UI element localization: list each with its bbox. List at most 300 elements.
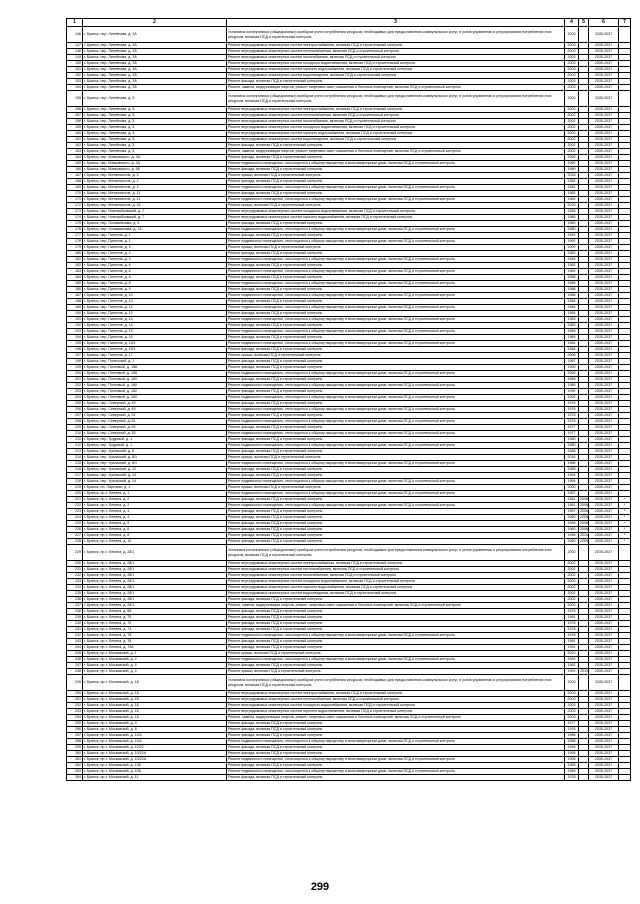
- row-address-cell: г. Брянск, пр-т. Ленина, д. 28/1: [83, 573, 227, 579]
- row-year-cell: 1986: [565, 293, 579, 299]
- row-number-cell: 224: [67, 515, 83, 521]
- row-period-cell: 2035-2037: [589, 757, 619, 763]
- row-work-cell: Ремонт, замена, модернизация лифтов, ремонт лифтовых шахт, машинных и блочных помещений, включая ПСД и строительный контроль: [227, 715, 565, 721]
- row-year-cell: 2002: [565, 545, 579, 561]
- row-year-cell: 2009: [565, 245, 579, 251]
- row-period-cell: 2035-2037: [589, 191, 619, 197]
- row-number-cell: 159: [67, 125, 83, 131]
- row-period-cell: 2035-2037: [589, 591, 619, 597]
- row-period-cell: 2035-2037: [589, 131, 619, 137]
- row-period-cell: 2035-2037: [589, 527, 619, 533]
- row-period-cell: 2035-2037: [589, 545, 619, 561]
- row-period-cell: 2035-2037: [589, 727, 619, 733]
- row-number-cell: 162: [67, 143, 83, 149]
- row-period-cell: 2035-2037: [589, 239, 619, 245]
- row-year-cell: 1989: [565, 335, 579, 341]
- row-number-cell: 238: [67, 609, 83, 615]
- row-period-cell: 2035-2037: [589, 161, 619, 167]
- row-work-cell: Ремонт фасада, включая ПСД и строительный контроль: [227, 515, 565, 521]
- row-address-cell: г. Брянск, пр-т. Ленина, д. 28/1: [83, 545, 227, 561]
- row-address-cell: г. Брянск, пер. Литейнова, д. 3А: [83, 27, 227, 43]
- row-address-cell: г. Брянск, пр-т. Ленина, д. 74: [83, 627, 227, 633]
- row-address-cell: г. Брянск, пер. Пилотов, д. 4: [83, 257, 227, 263]
- row-year-cell: 1976: [565, 727, 579, 733]
- row-address-cell: г. Брянск, пер. Металлистов, д. 3: [83, 173, 227, 179]
- row-number-cell: 210: [67, 431, 83, 437]
- row-year-cell: 2003: [565, 61, 579, 67]
- row-period-cell: 2035-2037: [589, 485, 619, 491]
- row-number-cell: 201: [67, 377, 83, 383]
- row-number-cell: 202: [67, 383, 83, 389]
- row-work-cell: Ремонт внутридомовых инженерных систем теплоснабжения, включая ПСД и строительный контроль: [227, 697, 565, 703]
- row-address-cell: г. Брянск, пер. Северный, д. 49: [83, 407, 227, 413]
- table-row: [67, 91, 631, 107]
- row-year-cell: 1986: [565, 281, 579, 287]
- row-number-cell: 208: [67, 419, 83, 425]
- row-work-cell: Ремонт внутридомовых инженерных систем горячего водоснабжения, включая ПСД и строительный контроль: [227, 709, 565, 715]
- row-number-cell: 253: [67, 709, 83, 715]
- row-note-cell: [619, 675, 631, 691]
- row-period-cell: 2035-2037: [589, 269, 619, 275]
- row-year-cell: 1977: [565, 721, 579, 727]
- row-year2-cell: 2006: [580, 497, 588, 502]
- row-year-cell: 1986: [565, 449, 579, 455]
- row-period-cell: 2035-2037: [589, 443, 619, 449]
- row-address-cell: г. Брянск, пер. Трудовой, д. 1: [83, 443, 227, 449]
- row-address-cell: г. Брянск, пер. Литейнова, д. 5: [83, 149, 227, 155]
- row-year2-cell: [579, 91, 589, 107]
- row-work-cell: Установка коллективных (общедомовых) приборов учета потребления ресурсов, необходимых для предоставления коммунальных услуг, и узлов управления и регулирования потребления этих ресурсов, включая ПСД и строительный контроль: [227, 675, 565, 691]
- row-period-cell: 2035-2037: [589, 479, 619, 485]
- row-number-cell: 174: [67, 215, 83, 221]
- row-work-cell: Ремонт фасада, включая ПСД и строительный контроль: [227, 335, 565, 341]
- row-number-cell: 257: [67, 733, 83, 739]
- row-year-cell: 1983: [565, 251, 579, 257]
- row-address-cell: г. Брянск, пер. Пилотов, д. 1: [83, 239, 227, 245]
- row-number-cell: 191: [67, 317, 83, 323]
- row-number-cell: 199: [67, 365, 83, 371]
- row-number-cell: 234: [67, 585, 83, 591]
- row-year-cell: 2002: [565, 603, 579, 609]
- row-address-cell: г. Брянск, пр-т. Московский, д. 10/22: [83, 745, 227, 751]
- row-year-cell: 1992: [565, 669, 579, 675]
- row-number-cell: 178: [67, 239, 83, 245]
- row-number-cell: 240: [67, 621, 83, 627]
- row-year-cell: 1980: [565, 437, 579, 443]
- row-year-cell: 2002: [565, 149, 579, 155]
- row-number-cell: 150: [67, 61, 83, 67]
- row-address-cell: г. Брянск, пр-т. Московский, д. 10/22А: [83, 751, 227, 757]
- row-year-cell: 2015: [565, 203, 579, 209]
- row-number-cell: 188: [67, 299, 83, 305]
- row-address-cell: г. Брянск, пер. Осоавиахима, д. 7А: [83, 227, 227, 233]
- row-year-cell: 2002: [565, 143, 579, 149]
- row-year-cell: 2003: [565, 79, 579, 85]
- header-col-year-built: 4: [565, 19, 579, 27]
- row-period-cell: 2035-2037: [589, 739, 619, 745]
- row-year-cell: 2002: [565, 131, 579, 137]
- row-number-cell: 228: [67, 539, 83, 545]
- row-address-cell: г. Брянск, пер. Новозыбковский, д. 7: [83, 215, 227, 221]
- row-work-cell: Ремонт, замена, модернизация лифтов, ремонт лифтовых шахт, машинных и блочных помещений, включая ПСД и строительный контроль: [227, 149, 565, 155]
- row-period-cell: 2035-2037: [589, 751, 619, 757]
- row-year-cell: 1990: [565, 365, 579, 371]
- row-work-cell: Ремонт фасада, включая ПСД и строительный контроль: [227, 275, 565, 281]
- row-work-cell: Ремонт фасада, включая ПСД и строительный контроль: [227, 299, 565, 305]
- row-number-cell: 218: [67, 479, 83, 485]
- row-address-cell: г. Брянск, пр-т. Ленина, д. 78: [83, 639, 227, 645]
- row-address-cell: г. Брянск, пр-т. Ленина, д. 72: [83, 621, 227, 627]
- table-row: [67, 27, 631, 43]
- row-address-cell: г. Брянск, пр-т. Ленина, д. 3: [83, 509, 227, 515]
- row-number-cell: 195: [67, 341, 83, 347]
- row-number-cell: 245: [67, 651, 83, 657]
- row-work-cell: Ремонт фасада, включая ПСД и строительный контроль: [227, 609, 565, 615]
- row-work-cell: Ремонт внутридомовых инженерных систем электроснабжения, включая ПСД и строительный контроль: [227, 107, 565, 113]
- row-period-cell: 2035-2037: [589, 609, 619, 615]
- row-year-cell: 1989: [565, 377, 579, 383]
- row-address-cell: г. Брянск, пер. Литейнова, д. 3А: [83, 73, 227, 79]
- row-work-cell: Ремонт внутридомовых инженерных систем теплоснабжения, включая ПСД и строительный контроль: [227, 49, 565, 55]
- row-period-cell: 2035-2037: [589, 389, 619, 395]
- row-number-cell: 196: [67, 347, 83, 353]
- row-number-cell: 149: [67, 55, 83, 61]
- row-work-cell: Ремонт внутридомовых инженерных систем горячего водоснабжения, включая ПСД и строительный контроль: [227, 67, 565, 73]
- row-period-cell: 2035-2037: [589, 371, 619, 377]
- row-year-cell: 2002: [565, 567, 579, 573]
- row-year-cell: 1984: [565, 311, 579, 317]
- row-number-cell: 233: [67, 579, 83, 585]
- row-year-cell: 1985: [565, 209, 579, 215]
- row-year-cell: 1983: [565, 257, 579, 263]
- row-year2-cell: [579, 775, 589, 781]
- row-work-cell: Ремонт внутридомовых инженерных систем газоснабжения, включая ПСД и строительный контроль: [227, 55, 565, 61]
- row-work-cell: Ремонт подвального помещения, относящегося к общему имуществу в многоквартирном доме, включая ПСД и строительный контроль: [227, 503, 565, 509]
- row-work-cell: Ремонт фасада, включая ПСД и строительный контроль: [227, 79, 565, 85]
- row-address-cell: г. Брянск, пр-т. Московский, д. 1Б: [83, 691, 227, 697]
- row-work-cell: Ремонт, замена, модернизация лифтов, ремонт лифтовых шахт, машинных и блочных помещений, включая ПСД и строительный контроль: [227, 603, 565, 609]
- row-number-cell: 176: [67, 227, 83, 233]
- row-address-cell: г. Брянск, пр-т. Московский, д. 1Б: [83, 675, 227, 691]
- row-year-cell: 1992: [565, 395, 579, 401]
- row-note-cell: *: [619, 509, 631, 515]
- row-number-cell: 192: [67, 323, 83, 329]
- row-period-cell: 2035-2037: [589, 651, 619, 657]
- row-work-cell: Ремонт внутридомовых инженерных систем холодного водоснабжения, включая ПСД и строительный контроль: [227, 61, 565, 67]
- row-work-cell: Ремонт фасада, включая ПСД и строительный контроль: [227, 311, 565, 317]
- row-work-cell: Ремонт крыши, включая ПСД и строительный контроль: [227, 485, 565, 491]
- row-work-cell: Ремонт внутридомовых инженерных систем холодного водоснабжения, включая ПСД и строительный контроль: [227, 209, 565, 215]
- row-work-cell: Ремонт подвального помещения, относящегося к общему имуществу в многоквартирном доме, включая ПСД и строительный контроль: [227, 383, 565, 389]
- row-note-cell: *: [619, 533, 631, 539]
- row-work-cell: Ремонт внутридомовых инженерных систем водоотведения, включая ПСД и строительный контроль: [227, 591, 565, 597]
- row-note-cell: [619, 91, 631, 107]
- row-period-cell: 2035-2037: [589, 621, 619, 627]
- row-work-cell: Ремонт фасада, включая ПСД и строительный контроль: [227, 727, 565, 733]
- row-work-cell: Ремонт фасада, включая ПСД и строительный контроль: [227, 597, 565, 603]
- row-number-cell: 232: [67, 573, 83, 579]
- row-period-cell: 2035-2037: [589, 215, 619, 221]
- row-year-cell: 1960: [565, 527, 579, 533]
- row-number-cell: 264: [67, 775, 83, 781]
- row-note-cell: *: [619, 539, 631, 545]
- row-year-cell: 2002: [565, 91, 579, 107]
- row-period-cell: 2035-2037: [589, 185, 619, 191]
- row-year-cell: 1994: [565, 479, 579, 485]
- row-period-cell: 2035-2037: [589, 567, 619, 573]
- row-period-cell: 2035-2037: [589, 579, 619, 585]
- row-number-cell: 215: [67, 461, 83, 467]
- row-work-cell: Ремонт внутридомовых инженерных систем горячего водоснабжения, включая ПСД и строительный контроль: [227, 131, 565, 137]
- row-period-cell: 2035-2037: [589, 329, 619, 335]
- row-number-cell: 251: [67, 697, 83, 703]
- row-address-cell: г. Брянск, пер. Уральский, д. 8/1: [83, 461, 227, 467]
- row-period-cell: 2035-2037: [589, 633, 619, 639]
- row-year-cell: 2002: [565, 585, 579, 591]
- row-address-cell: г. Брянск, пер. Пилотов, д. 1: [83, 233, 227, 239]
- row-address-cell: г. Брянск, пер. Литейнова, д. 5: [83, 91, 227, 107]
- row-year-cell: 1980: [565, 227, 579, 233]
- row-work-cell: Ремонт фасада, включая ПСД и строительный контроль: [227, 473, 565, 479]
- row-year-cell: 1986: [565, 739, 579, 745]
- row-address-cell: г. Брянск, пер. Литейнова, д. 5: [83, 113, 227, 119]
- row-address-cell: г. Брянск, пер. Пилотов, д. 17: [83, 353, 227, 359]
- row-work-cell: Ремонт подвального помещения, относящегося к общему имуществу в многоквартирном доме, включая ПСД и строительный контроль: [227, 491, 565, 497]
- row-period-cell: 2035-2037: [589, 55, 619, 61]
- table-row: [67, 675, 631, 691]
- row-work-cell: Ремонт крыши, включая ПСД и строительный контроль: [227, 203, 565, 209]
- row-address-cell: г. Брянск, пер. Пилотов, д. 15: [83, 329, 227, 335]
- row-year-cell: 2016: [565, 173, 579, 179]
- row-work-cell: Ремонт крыши, включая ПСД и строительный контроль: [227, 173, 565, 179]
- row-year2-cell: 2006: [580, 509, 588, 514]
- row-period-cell: 2035-2037: [589, 431, 619, 437]
- row-year-cell: 2003: [565, 85, 579, 91]
- row-number-cell: 219: [67, 485, 83, 491]
- row-year-cell: 1986: [565, 275, 579, 281]
- row-period-cell: 2035-2037: [589, 573, 619, 579]
- row-address-cell: г. Брянск, пер. Литейнова, д. 5: [83, 125, 227, 131]
- row-year-cell: 1960: [565, 515, 579, 521]
- row-number-cell: 250: [67, 691, 83, 697]
- row-work-cell: Ремонт подвального помещения, относящегося к общему имуществу в многоквартирном доме, включая ПСД и строительный контроль: [227, 443, 565, 449]
- row-year-cell: 1977: [565, 425, 579, 431]
- row-work-cell: Ремонт фасада, включая ПСД и строительный контроль: [227, 533, 565, 539]
- row-year-cell: 1990: [565, 371, 579, 377]
- row-year-cell: 1978: [565, 775, 579, 781]
- row-number-cell: 183: [67, 269, 83, 275]
- row-address-cell: г. Брянск, пер. Пилотов, д. 14: [83, 323, 227, 329]
- row-number-cell: 185: [67, 281, 83, 287]
- row-address-cell: г. Брянск, пер. Почтовый, д. 162: [83, 395, 227, 401]
- row-period-cell: 2035-2037: [589, 27, 619, 43]
- row-year-cell: 1960: [565, 539, 579, 545]
- row-year-cell: 1983: [565, 317, 579, 323]
- row-work-cell: Ремонт фасада, включая ПСД и строительный контроль: [227, 539, 565, 545]
- row-period-cell: 2035-2037: [589, 715, 619, 721]
- row-period-cell: 2035-2037: [589, 335, 619, 341]
- row-note-cell: *: [619, 527, 631, 533]
- row-work-cell: Ремонт фасада, включая ПСД и строительный контроль: [227, 167, 565, 173]
- row-number-cell: 205: [67, 401, 83, 407]
- row-work-cell: Установка коллективных (общедомовых) приборов учета потребления ресурсов, необходимых для предоставления коммунальных услуг, и узлов управления и регулирования потребления этих ресурсов, включая ПСД и строительный контроль: [227, 545, 565, 561]
- row-work-cell: Ремонт крыши, включая ПСД и строительный контроль: [227, 455, 565, 461]
- row-year-cell: 1980: [565, 443, 579, 449]
- row-number-cell: 248: [67, 669, 83, 675]
- row-period-cell: 2035-2037: [589, 43, 619, 49]
- row-number-cell: 236: [67, 597, 83, 603]
- row-number-cell: 241: [67, 627, 83, 633]
- row-year-cell: 1992: [565, 239, 579, 245]
- row-number-cell: 181: [67, 257, 83, 263]
- row-number-cell: 227: [67, 533, 83, 539]
- row-work-cell: Ремонт фасада, включая ПСД и строительный контроль: [227, 497, 565, 503]
- row-number-cell: 172: [67, 203, 83, 209]
- row-year-cell: 2003: [565, 55, 579, 61]
- row-note-cell: *: [619, 515, 631, 521]
- row-number-cell: 252: [67, 703, 83, 709]
- row-work-cell: Ремонт фасада, включая ПСД и строительный контроль: [227, 627, 565, 633]
- row-year-cell: 1961: [565, 497, 579, 503]
- row-period-cell: 2035-2037: [589, 61, 619, 67]
- row-address-cell: г. Брянск, пр-т. Ленина, д. 28/1: [83, 579, 227, 585]
- row-address-cell: г. Брянск, пер. Литейнова, д. 3А: [83, 55, 227, 61]
- row-address-cell: г. Брянск, пр-т. Ленина, д. 6: [83, 527, 227, 533]
- row-address-cell: г. Брянск, пер. Литейнова, д. 3А: [83, 79, 227, 85]
- row-period-cell: 2035-2037: [589, 197, 619, 203]
- row-number-cell: 229: [67, 545, 83, 561]
- row-number-cell: 216: [67, 467, 83, 473]
- row-number-cell: 168: [67, 179, 83, 185]
- row-year-cell: 1989: [565, 383, 579, 389]
- row-address-cell: г. Брянск, пер. Трудовой, д. 1: [83, 437, 227, 443]
- row-number-cell: 220: [67, 491, 83, 497]
- row-year2-cell: [579, 27, 589, 43]
- row-period-cell: 2035-2037: [589, 515, 619, 521]
- row-year-cell: 2003: [565, 703, 579, 709]
- row-address-cell: г. Брянск, пр-т. Московский, д. 10Б: [83, 763, 227, 769]
- row-number-cell: 194: [67, 335, 83, 341]
- row-period-cell: 2035-2037: [589, 449, 619, 455]
- row-number-cell: 207: [67, 413, 83, 419]
- row-year-cell: 1987: [565, 359, 579, 365]
- row-year-cell: 2003: [565, 67, 579, 73]
- row-work-cell: Ремонт внутридомовых инженерных систем электроснабжения, включая ПСД и строительный контроль: [227, 43, 565, 49]
- row-work-cell: Ремонт подвального помещения, относящегося к общему имуществу в многоквартирном доме, включая ПСД и строительный контроль: [227, 257, 565, 263]
- row-work-cell: Ремонт фасада, включая ПСД и строительный контроль: [227, 663, 565, 669]
- row-work-cell: Ремонт подвального помещения, относящегося к общему имуществу в многоквартирном доме, включая ПСД и строительный контроль: [227, 657, 565, 663]
- row-year-cell: 2010: [565, 651, 579, 657]
- row-number-cell: 261: [67, 757, 83, 763]
- row-number-cell: 197: [67, 353, 83, 359]
- row-period-cell: 2035-2037: [589, 359, 619, 365]
- row-number-cell: 204: [67, 395, 83, 401]
- row-number-cell: 225: [67, 521, 83, 527]
- row-address-cell: г. Брянск, пр-т. Ленина, д. 28/1: [83, 561, 227, 567]
- row-year-cell: 1978: [565, 621, 579, 627]
- row-year-cell: 1982: [565, 197, 579, 203]
- row-number-cell: 221: [67, 497, 83, 503]
- row-period-cell: 2035-2037: [589, 85, 619, 91]
- row-year-cell: 2003: [565, 715, 579, 721]
- row-year-cell: 1978: [565, 633, 579, 639]
- row-number-cell: 160: [67, 131, 83, 137]
- row-work-cell: Ремонт фасада, включая ПСД и строительный контроль: [227, 377, 565, 383]
- row-work-cell: Ремонт фасада, включая ПСД и строительный контроль: [227, 287, 565, 293]
- row-work-cell: Ремонт фасада, включая ПСД и строительный контроль: [227, 359, 565, 365]
- row-number-cell: 211: [67, 437, 83, 443]
- row-address-cell: г. Брянск, пр-т. Ленина, д. 28/1: [83, 585, 227, 591]
- row-year-cell: 2003: [565, 27, 579, 43]
- row-period-cell: 2035-2037: [589, 91, 619, 107]
- row-address-cell: г. Брянск, пр-т. Московский, д. 8: [83, 727, 227, 733]
- row-address-cell: г. Брянск, пр-т. Московский, д. 2: [83, 657, 227, 663]
- row-address-cell: г. Брянск, пер. Почтовый, д. 162: [83, 389, 227, 395]
- row-year-cell: 2016: [565, 455, 579, 461]
- row-address-cell: г. Брянск, пр-т. Московский, д. 4: [83, 669, 227, 675]
- row-year-cell: 2002: [565, 137, 579, 143]
- row-period-cell: 2035-2037: [589, 669, 619, 675]
- row-address-cell: г. Брянск, пр-т. Ленина, д. 28/1: [83, 567, 227, 573]
- row-period-cell: 2035-2037: [589, 233, 619, 239]
- row-address-cell: г. Брянск, пер. Пилотов, д. 8: [83, 275, 227, 281]
- row-period-cell: 2035-2037: [589, 67, 619, 73]
- row-address-cell: г. Брянск, пер. Осоавиахима, д. 5: [83, 221, 227, 227]
- row-year-cell: 1957: [565, 509, 579, 515]
- row-year2-cell: 2006: [580, 503, 588, 508]
- row-work-cell: Ремонт фасада, включая ПСД и строительный контроль: [227, 221, 565, 227]
- row-work-cell: Ремонт фасада, включая ПСД и строительный контроль: [227, 437, 565, 443]
- row-year-cell: 2000: [565, 485, 579, 491]
- row-work-cell: Ремонт подвального помещения, относящегося к общему имуществу в многоквартирном доме, включая ПСД и строительный контроль: [227, 329, 565, 335]
- row-year-cell: 2002: [565, 113, 579, 119]
- row-year-cell: 1980: [565, 221, 579, 227]
- row-work-cell: Ремонт внутридомовых инженерных систем горячего водоснабжения, включая ПСД и строительный контроль: [227, 215, 565, 221]
- row-number-cell: 235: [67, 591, 83, 597]
- row-year-cell: 1982: [565, 269, 579, 275]
- row-year-cell: 1982: [565, 663, 579, 669]
- row-period-cell: 2035-2037: [589, 675, 619, 691]
- row-number-cell: 164: [67, 155, 83, 161]
- row-period-cell: 2035-2037: [589, 203, 619, 209]
- row-period-cell: 2035-2037: [589, 697, 619, 703]
- row-address-cell: г. Брянск, пер. Литейнова, д. 3А: [83, 67, 227, 73]
- row-year-cell: 1982: [565, 185, 579, 191]
- row-period-cell: 2035-2037: [589, 503, 619, 509]
- row-year-cell: 1955: [565, 521, 579, 527]
- row-work-cell: Ремонт внутридомовых инженерных систем газоснабжения, включая ПСД и строительный контроль: [227, 119, 565, 125]
- row-work-cell: Ремонт фасада, включая ПСД и строительный контроль: [227, 527, 565, 533]
- row-period-cell: 2035-2037: [589, 775, 619, 781]
- row-period-cell: 2035-2037: [589, 347, 619, 353]
- row-address-cell: г. Брянск, пр-т. Ленина, д. 28/1: [83, 591, 227, 597]
- row-year-cell: 2002: [565, 573, 579, 579]
- row-year-cell: 2002: [565, 561, 579, 567]
- row-year-cell: 1991: [565, 645, 579, 651]
- row-work-cell: Ремонт подвального помещения, относящегося к общему имуществу в многоквартирном доме, включая ПСД и строительный контроль: [227, 239, 565, 245]
- row-address-cell: г. Брянск, пер. Пилотов, д. 4: [83, 251, 227, 257]
- row-number-cell: 169: [67, 185, 83, 191]
- row-year-cell: 1986: [565, 461, 579, 467]
- row-work-cell: Ремонт фасада, включая ПСД и строительный контроль: [227, 179, 565, 185]
- row-address-cell: г. Брянск, пер. Северный, д. 53: [83, 425, 227, 431]
- header-col-period: 6: [589, 19, 619, 27]
- row-number-cell: 226: [67, 527, 83, 533]
- row-work-cell: Ремонт подвального помещения, относящегося к общему имуществу в многоквартирном доме, включая ПСД и строительный контроль: [227, 769, 565, 775]
- row-work-cell: Ремонт фасада, включая ПСД и строительный контроль: [227, 751, 565, 757]
- row-period-cell: 2035-2037: [589, 167, 619, 173]
- row-year-cell: 1995: [565, 757, 579, 763]
